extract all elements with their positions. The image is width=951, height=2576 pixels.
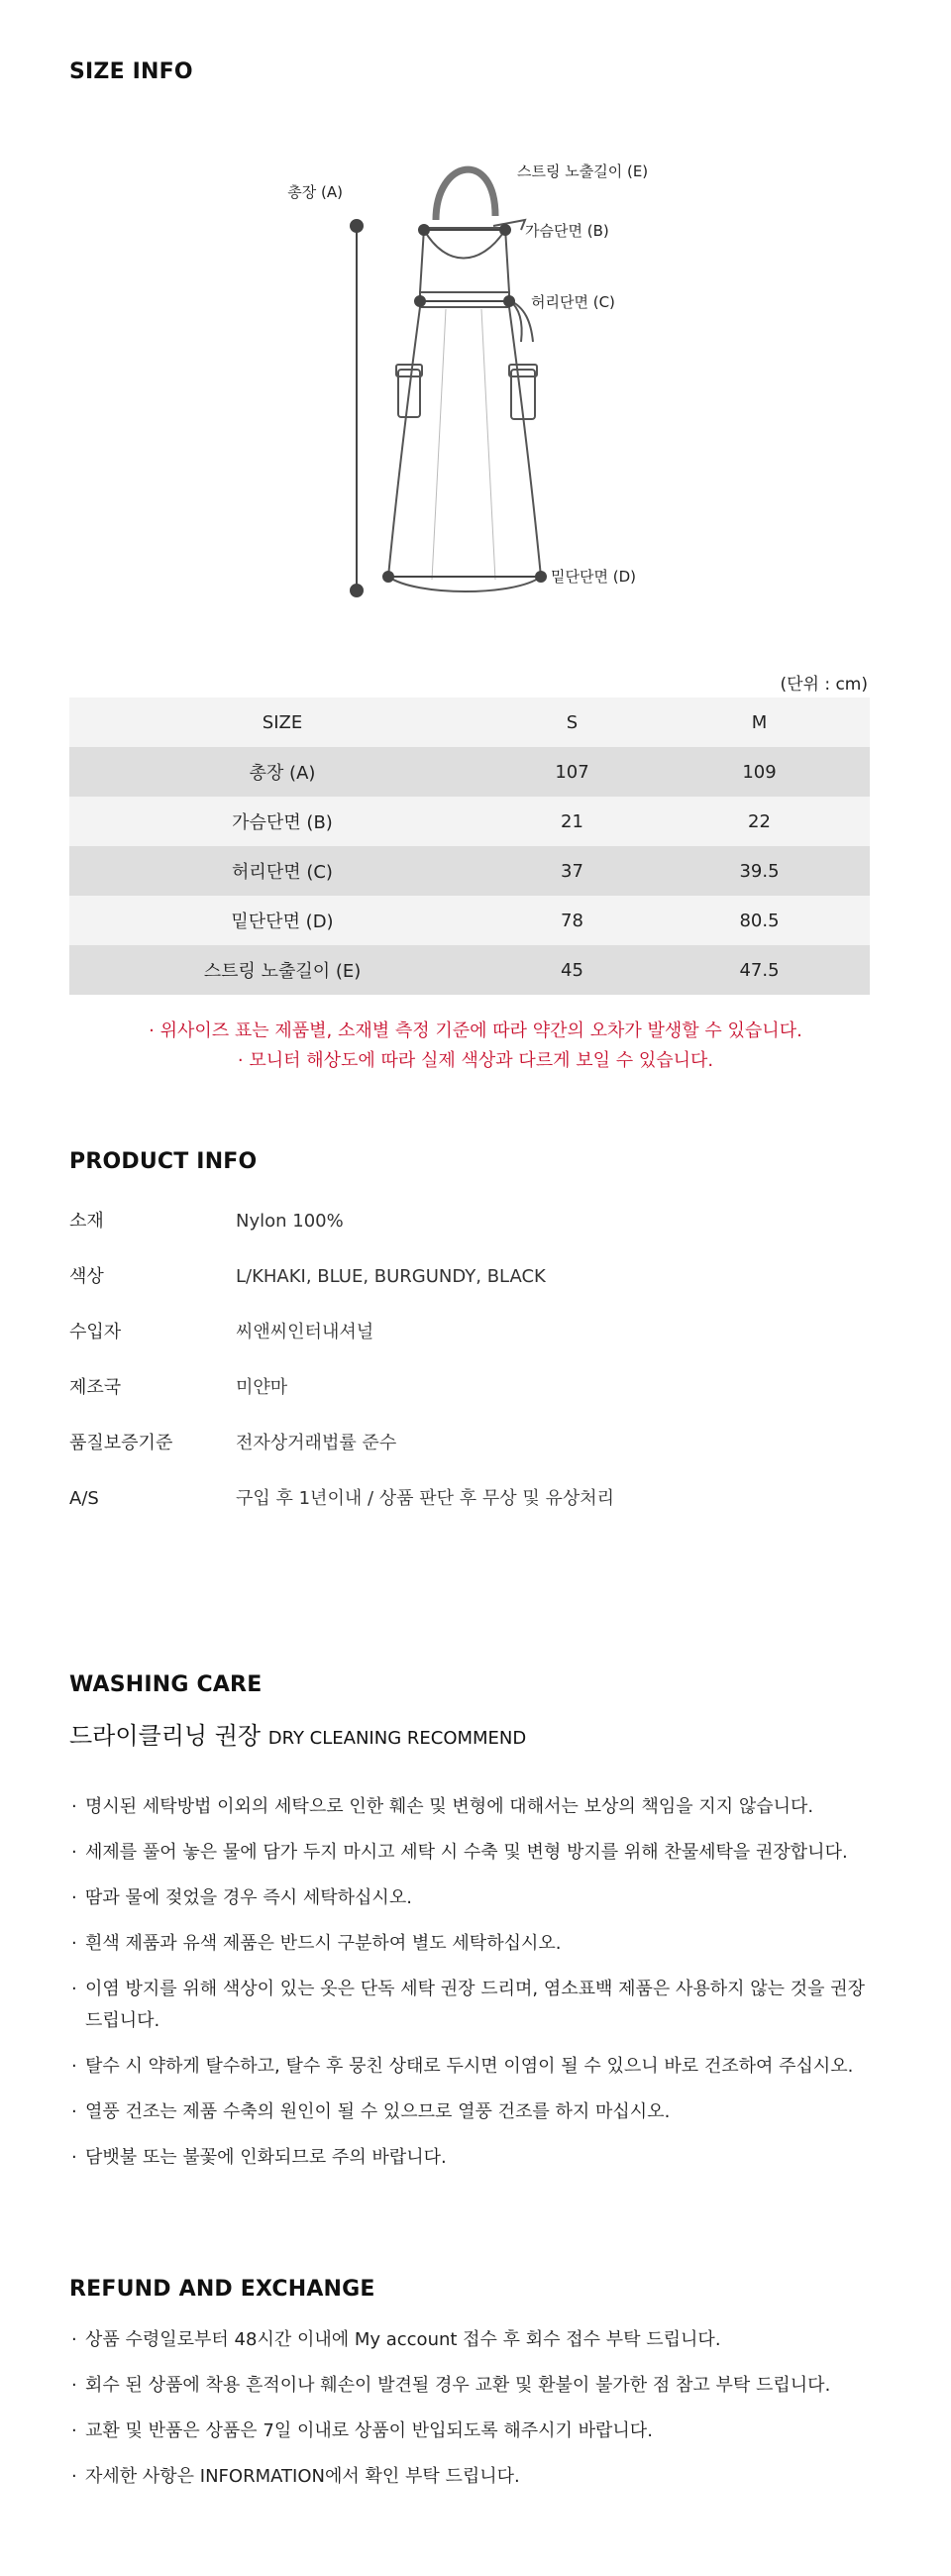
info-key: 품질보증기준	[69, 1433, 173, 1453]
table-cell: 107	[495, 747, 649, 797]
measure-lines	[351, 220, 546, 596]
table-cell: 가슴단면 (B)	[69, 797, 495, 846]
table-row	[69, 797, 870, 846]
info-value: 구입 후 1년이내 / 상품 판단 후 무상 및 유상처리	[236, 1488, 614, 1509]
info-key: 수입자	[69, 1322, 122, 1342]
info-key: 색상	[69, 1266, 104, 1287]
list-item: · 담뱃불 또는 불꽃에 인화되므로 주의 바랍니다.	[69, 2142, 882, 2174]
size-note: · 모니터 해상도에 따라 실제 색상과 다르게 보일 수 있습니다.	[237, 1050, 714, 1071]
table-cell: 밑단단면 (D)	[69, 896, 495, 945]
list-item: · 회수 된 상품에 착용 흔적이나 훼손이 발견될 경우 교환 및 환불이 불가한 점 참고 부탁 드립니다.	[69, 2370, 882, 2402]
header-cell: S	[495, 698, 649, 747]
info-value: 전자상거래법률 준수	[236, 1433, 397, 1453]
table-cell: 스트링 노출길이 (E)	[69, 945, 495, 995]
size-note: · 위사이즈 표는 제품별, 소재별 측정 기준에 따라 약간의 오차가 발생할 수 있습니다.	[149, 1020, 802, 1041]
table-cell: 78	[495, 896, 649, 945]
refund-title: REFUND AND EXCHANGE	[69, 2277, 375, 2302]
label-waist: 허리단면 (C)	[531, 293, 615, 311]
info-value: L/KHAKI, BLUE, BURGUNDY, BLACK	[236, 1266, 546, 1287]
table-cell: 80.5	[649, 896, 870, 945]
table-row	[69, 747, 870, 797]
dress-size-diagram	[287, 139, 713, 624]
list-item: · 이염 방지를 위해 색상이 있는 옷은 단독 세탁 권장 드리며, 염소표백 제품은 사용하지 않는 것을 권장 드립니다.	[69, 1974, 882, 2037]
table-row	[69, 896, 870, 945]
info-value: 미얀마	[236, 1377, 288, 1398]
subtitle-en: DRY CLEANING RECOMMEND	[267, 1728, 527, 1749]
table-cell: 허리단면 (C)	[69, 846, 495, 896]
list-item: · 명시된 세탁방법 이외의 세탁으로 인한 훼손 및 변형에 대해서는 보상의 책임을 지지 않습니다.	[69, 1791, 882, 1823]
table-cell: 39.5	[649, 846, 870, 896]
label-bust: 가슴단면 (B)	[525, 222, 609, 240]
size-table	[69, 698, 870, 995]
table-cell: 총장 (A)	[69, 747, 495, 797]
table-cell: 37	[495, 846, 649, 896]
unit-label: (단위 : cm)	[780, 675, 868, 695]
header-cell: SIZE	[69, 698, 495, 747]
product-info-title: PRODUCT INFO	[69, 1149, 258, 1174]
info-value: 씨앤씨인터내셔널	[236, 1322, 374, 1342]
list-item: · 교환 및 반품은 상품은 7일 이내로 상품이 반입되도록 해주시기 바랍니다.	[69, 2415, 882, 2447]
list-item: · 자세한 사항은 INFORMATION에서 확인 부탁 드립니다.	[69, 2461, 882, 2493]
info-key: 소재	[69, 1211, 104, 1232]
size-notes	[0, 1017, 951, 1076]
table-cell: 47.5	[649, 945, 870, 995]
refund-list	[69, 2324, 882, 2507]
table-row	[69, 945, 870, 995]
dress-illustration	[388, 169, 541, 591]
list-item: · 탈수 시 약하게 탈수하고, 탈수 후 뭉친 상태로 두시면 이염이 될 수 있으니 바로 건조하여 주십시오.	[69, 2051, 882, 2083]
list-item: · 열풍 건조는 제품 수축의 원인이 될 수 있으므로 열풍 건조를 하지 마십시오.	[69, 2096, 882, 2128]
info-value: Nylon 100%	[236, 1211, 344, 1232]
washing-care-list	[69, 1791, 882, 2188]
list-item: · 세제를 풀어 놓은 물에 담가 두지 마시고 세탁 시 수축 및 변형 방지를 위해 찬물세탁을 권장합니다.	[69, 1837, 882, 1869]
subtitle-ko: 드라이클리닝 권장	[69, 1722, 262, 1750]
list-item: · 땀과 물에 젖었을 경우 즉시 세탁하십시오.	[69, 1882, 882, 1914]
info-key: 제조국	[69, 1377, 122, 1398]
table-cell: 21	[495, 797, 649, 846]
info-key: A/S	[69, 1488, 99, 1509]
table-cell: 109	[649, 747, 870, 797]
label-string-length: 스트링 노출길이 (E)	[517, 162, 649, 180]
list-item: · 상품 수령일로부터 48시간 이내에 My account 접수 후 회수 접수 부탁 드립니다.	[69, 2324, 882, 2356]
header-cell: M	[649, 698, 870, 747]
table-cell: 45	[495, 945, 649, 995]
size-table-header	[69, 698, 870, 747]
label-total-length: 총장 (A)	[287, 183, 343, 201]
label-hem: 밑단단면 (D)	[551, 568, 636, 586]
list-item: · 흰색 제품과 유색 제품은 반드시 구분하여 별도 세탁하십시오.	[69, 1928, 882, 1960]
size-info-title: SIZE INFO	[69, 59, 193, 84]
table-cell: 22	[649, 797, 870, 846]
table-row	[69, 846, 870, 896]
washing-care-subtitle	[69, 1716, 526, 1751]
washing-care-title: WASHING CARE	[69, 1672, 263, 1697]
